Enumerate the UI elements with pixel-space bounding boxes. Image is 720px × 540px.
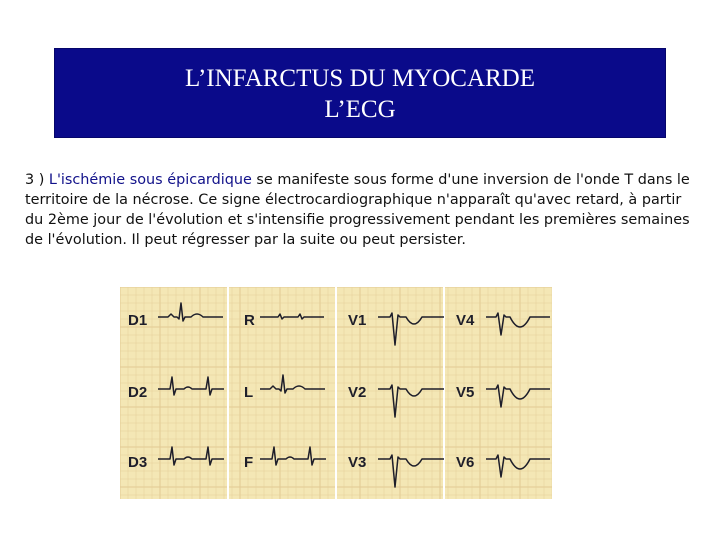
title-banner bbox=[54, 48, 666, 138]
lead-trace bbox=[378, 385, 444, 417]
lead-label: L bbox=[244, 384, 254, 401]
lead-label: V1 bbox=[348, 312, 367, 329]
lead-label: F bbox=[244, 454, 254, 471]
paragraph-text: se manifeste sous forme d'une inversion de l'onde T dans le territoire de la nécrose. Ce signe électrocardiographique n'apparaît qu'avec retard, à partir du 2ème jour de l'évolution et s'intensifie progressivement pendant les premières semaines de l'évolution. Il peut régresser par la suite ou peut persister. bbox=[25, 172, 690, 248]
lead-trace bbox=[260, 447, 326, 465]
lead-label: V2 bbox=[348, 384, 367, 401]
lead-label: R bbox=[244, 312, 255, 329]
paragraph-highlight: L'ischémie sous épicardique bbox=[48, 172, 252, 188]
lead-trace bbox=[260, 314, 324, 319]
paragraph-number: 3 ) bbox=[25, 172, 49, 188]
lead-label: D1 bbox=[128, 312, 148, 329]
lead-label: V5 bbox=[456, 384, 475, 401]
lead-label: V3 bbox=[348, 454, 367, 471]
lead-trace bbox=[486, 313, 550, 335]
lead-trace bbox=[486, 455, 550, 477]
ecg-tracings bbox=[120, 287, 552, 499]
ecg-traces bbox=[128, 303, 550, 487]
lead-label: D2 bbox=[128, 384, 148, 401]
lead-label: V6 bbox=[456, 454, 475, 471]
lead-trace bbox=[378, 313, 444, 345]
body-paragraph bbox=[25, 170, 700, 250]
lead-trace bbox=[158, 303, 223, 321]
lead-label: D3 bbox=[128, 454, 148, 471]
title-line-1: L’INFARCTUS DU MYOCARDE bbox=[184, 65, 536, 92]
lead-trace bbox=[260, 375, 325, 393]
title-line-2: L’ECG bbox=[324, 96, 396, 123]
ecg-image bbox=[120, 287, 552, 499]
lead-label: V4 bbox=[456, 312, 475, 329]
lead-trace bbox=[486, 385, 550, 407]
